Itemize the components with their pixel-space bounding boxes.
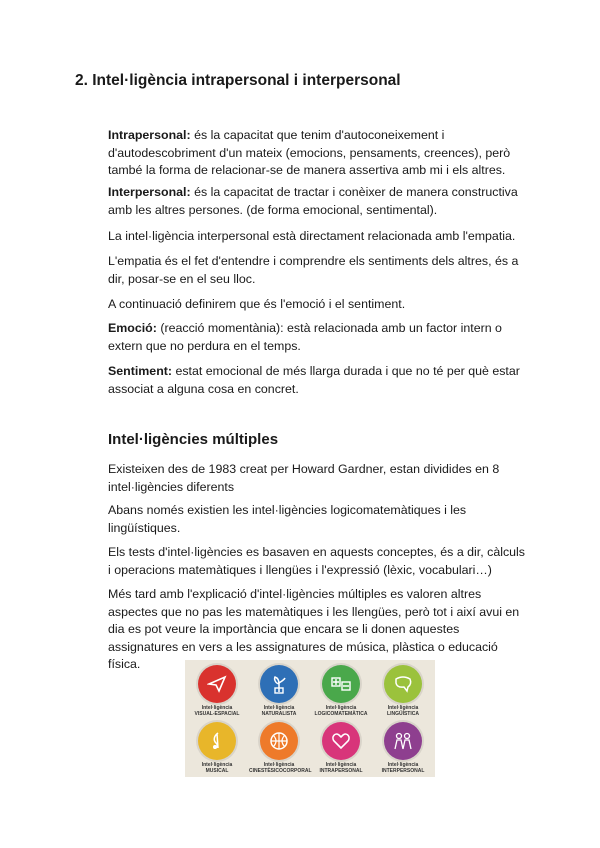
paragraph-interpersonal: Interpersonal: és la capacitat de tractar i conèixer de manera constructiva amb les altres persones. (de forma emocional, sentimental). bbox=[108, 185, 518, 217]
intelligence-label-top: Intel·ligència bbox=[325, 762, 357, 768]
intelligence-label-name: NATURALISTA bbox=[261, 711, 297, 717]
plant-icon bbox=[260, 665, 298, 703]
paragraph-before: Abans només existien les intel·ligències logicomatemàtiques i les lingüístiques. bbox=[108, 503, 467, 535]
paragraph-intrapersonal: Intrapersonal: és la capacitat que tenim d'autoconeixement i d'autodescobriment d'un mateix (emocions, pensaments, creences), però també la forma de relacionar-se de manera assertiva amb mi i els altres. bbox=[108, 128, 511, 177]
intelligence-label-name: LINGÜÍSTICA bbox=[387, 711, 419, 717]
intelligence-label-name: MUSICAL bbox=[205, 768, 229, 774]
paragraph-empathy-definition: L'empatia és el fet d'entendre i comprendre els sentiments dels altres, és a dir, posar-se en el seu lloc. bbox=[108, 254, 519, 286]
paragraph-define-next: A continuació definirem que és l'emoció i el sentiment. bbox=[108, 297, 406, 311]
intelligence-label-name: LOGICOMATEMÀTICA bbox=[314, 711, 368, 717]
heart-icon bbox=[322, 722, 360, 760]
term-emocio: Emoció: bbox=[108, 321, 157, 335]
intelligence-label-top: Intel·ligència bbox=[387, 762, 419, 768]
term-sentiment: Sentiment: bbox=[108, 364, 173, 378]
intelligence-bodily-kinesthetic bbox=[249, 722, 312, 774]
paragraph-empathy-link: La intel·ligència interpersonal està directament relacionada amb l'empatia. bbox=[108, 229, 516, 243]
intelligence-label-top: Intel·ligència bbox=[387, 705, 419, 711]
paragraph-sentiment: Sentiment: estat emocional de més llarga durada i que no té per què estar associat a alguna cosa en concret. bbox=[108, 364, 520, 396]
intelligence-intrapersonal bbox=[311, 722, 371, 774]
intelligence-naturalist bbox=[249, 665, 309, 717]
intelligence-visual-spatial bbox=[187, 665, 247, 717]
intelligence-logical-mathematical bbox=[311, 665, 371, 717]
intelligence-label-top: Intel·ligència bbox=[263, 705, 295, 711]
intelligence-label-name: VISUAL-ESPACIAL bbox=[194, 711, 240, 717]
intelligence-label-top: Intel·ligència bbox=[263, 762, 295, 768]
music-icon bbox=[198, 722, 236, 760]
intelligence-interpersonal bbox=[373, 722, 433, 774]
plane-icon bbox=[198, 665, 236, 703]
subsection-title: Intel·ligències múltiples bbox=[108, 431, 279, 448]
math-icon bbox=[322, 665, 360, 703]
intelligence-label-name: INTERPERSONAL bbox=[381, 768, 425, 774]
paragraph-tests: Els tests d'intel·ligències es basaven en aquests conceptes, és a dir, càlculs i operacions matemàtiques i llengües i l'expressió (lèxic, vocabulari…) bbox=[108, 545, 525, 577]
term-interpersonal: Interpersonal: bbox=[108, 185, 191, 199]
intelligence-linguistic bbox=[373, 665, 433, 717]
multiple-intelligences-figure bbox=[185, 660, 435, 777]
paragraph-emocio: Emoció: (reacció momentània): està relacionada amb un factor intern o extern que no perdura en el temps. bbox=[108, 321, 502, 353]
speech-icon bbox=[384, 665, 422, 703]
intelligence-musical bbox=[187, 722, 247, 774]
intelligence-label-name: INTRAPERSONAL bbox=[319, 768, 363, 774]
ball-icon bbox=[260, 722, 298, 760]
paragraph-later: Més tard amb l'explicació d'intel·ligències múltiples es valoren altres aspectes que no pas les matemàtiques i les llengües, però tot i així avui en dia es pot veure la importància que encara se li donen aquestes assignatures en vers a les assignatures de música, plàstica o educació física. bbox=[108, 587, 520, 671]
section-title: 2. Intel·ligència intrapersonal i interpersonal bbox=[75, 72, 401, 89]
intelligence-label-top: Intel·ligència bbox=[325, 705, 357, 711]
intelligence-label-top: Intel·ligència bbox=[201, 705, 233, 711]
people-icon bbox=[384, 722, 422, 760]
intelligence-label-top: Intel·ligència bbox=[201, 762, 233, 768]
term-intrapersonal: Intrapersonal: bbox=[108, 128, 191, 142]
intelligence-label-name: CINESTÈSICOCORPORAL bbox=[249, 768, 312, 774]
paragraph-gardner: Existeixen des de 1983 creat per Howard Gardner, estan dividides en 8 intel·ligències diferents bbox=[108, 462, 500, 494]
